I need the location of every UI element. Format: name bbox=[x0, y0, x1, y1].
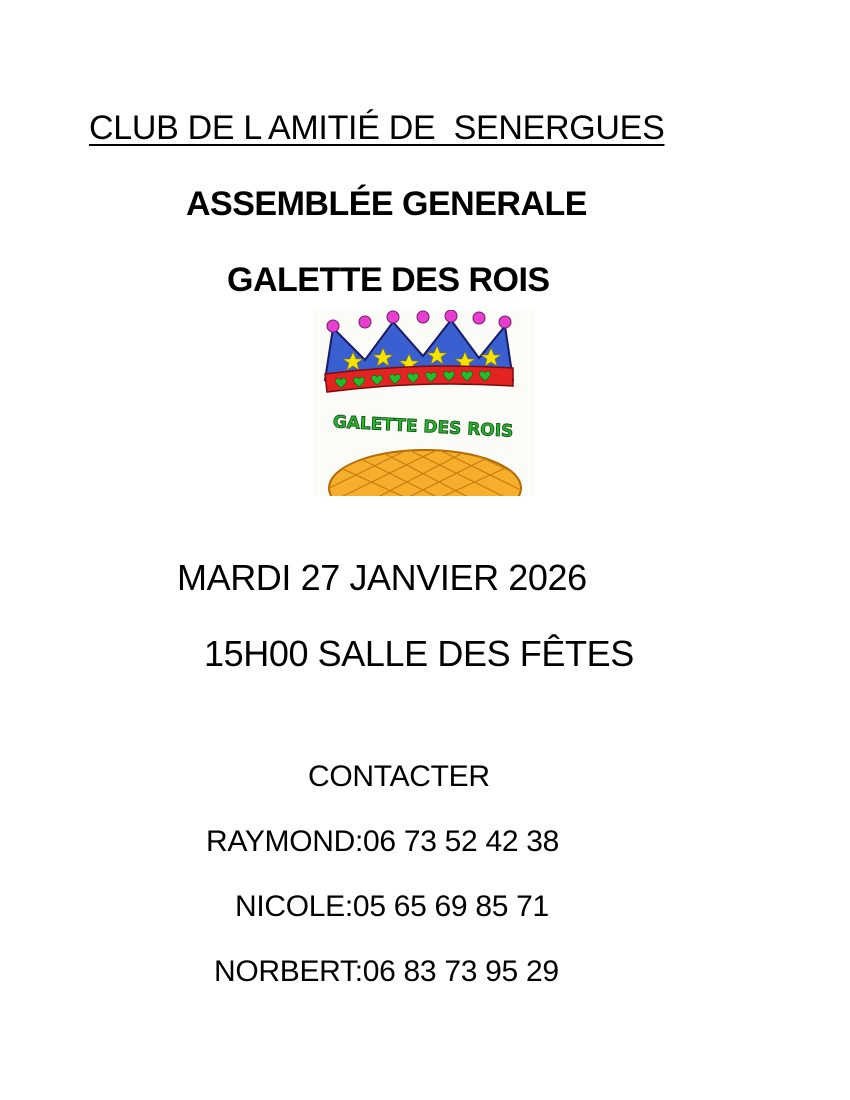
contact-norbert: NORBERT:06 83 73 95 29 bbox=[214, 955, 559, 988]
crown-galette-illustration bbox=[313, 310, 535, 496]
contact-raymond: RAYMOND:06 73 52 42 38 bbox=[206, 825, 560, 858]
contact-nicole: NICOLE:05 65 69 85 71 bbox=[235, 890, 549, 923]
event-title: ASSEMBLÉE GENERALE bbox=[186, 185, 587, 223]
contact-label: CONTACTER bbox=[308, 760, 490, 793]
illustration-caption: GALETTE DES ROIS bbox=[332, 412, 514, 442]
event-time-place: 15H00 SALLE DES FÊTES bbox=[204, 633, 634, 674]
event-subtitle: GALETTE DES ROIS bbox=[227, 261, 550, 299]
event-date: MARDI 27 JANVIER 2026 bbox=[177, 557, 587, 598]
club-title: CLUB DE L AMITIÉ DE SENERGUES bbox=[89, 109, 665, 147]
